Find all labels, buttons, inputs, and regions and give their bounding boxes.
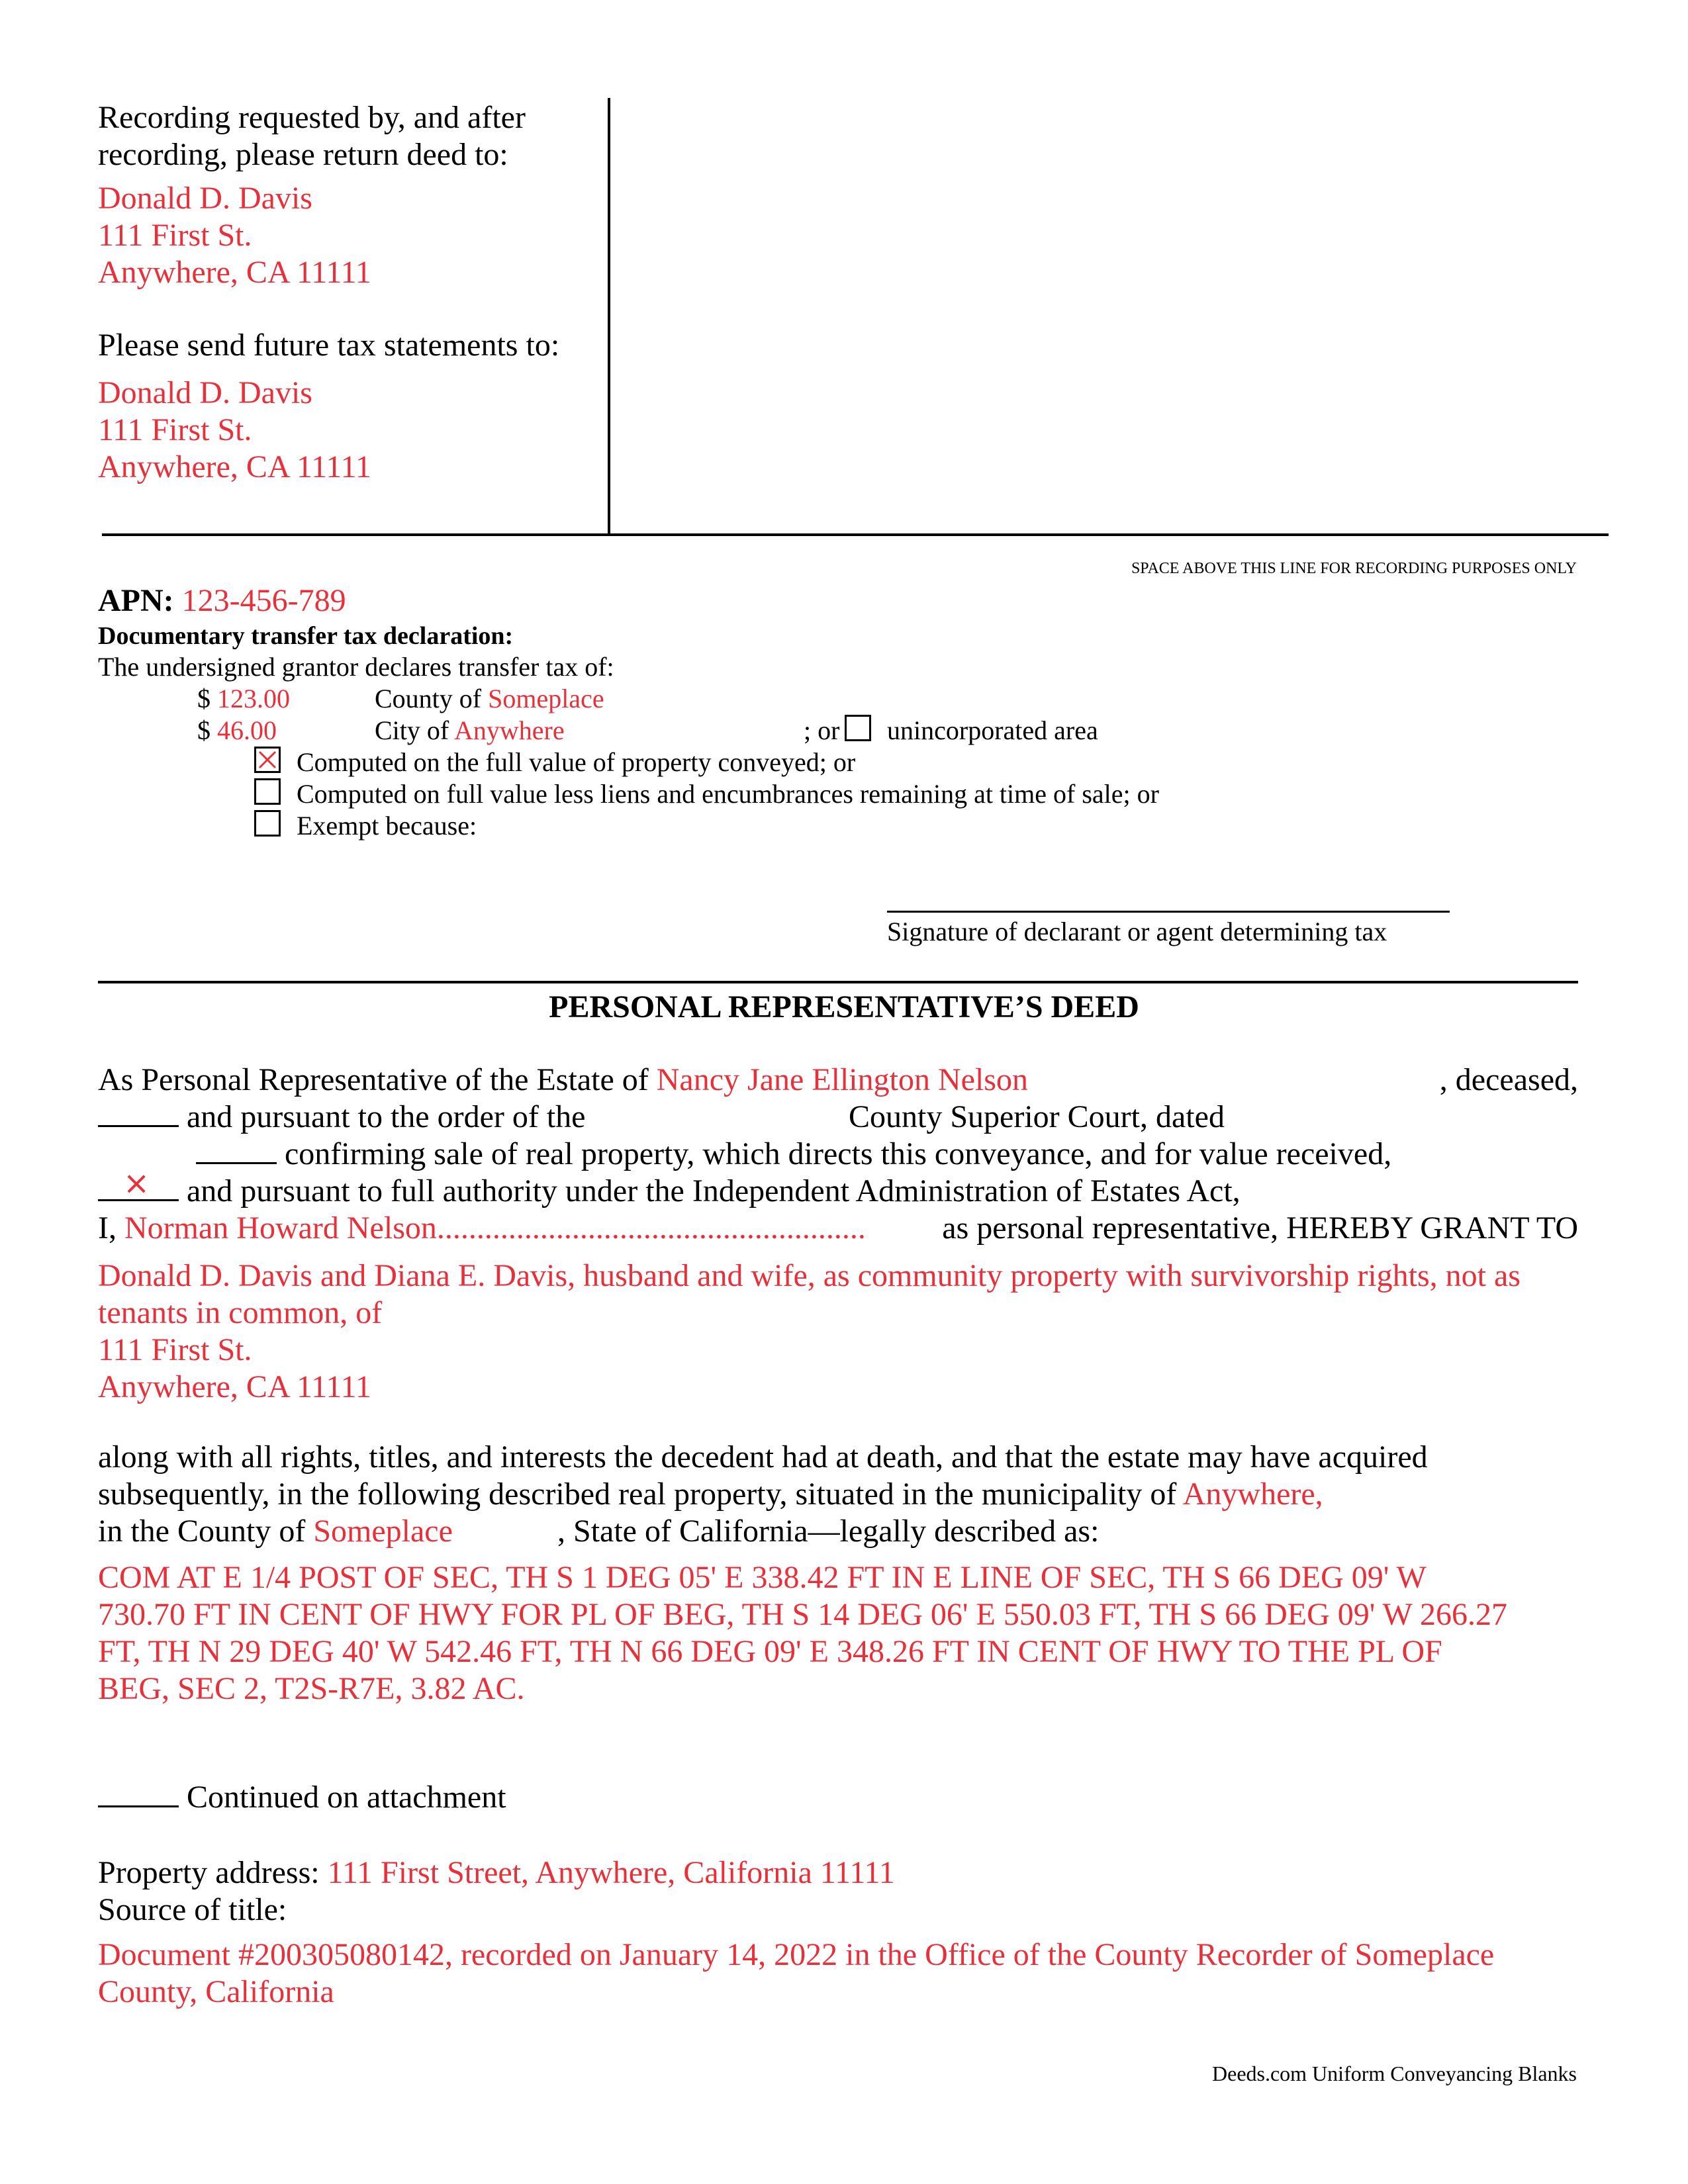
return-name: Donald D. Davis xyxy=(98,181,312,216)
option-exempt: Exempt because: xyxy=(297,811,477,841)
representative-name: Norman Howard Nelson...................................................... xyxy=(124,1210,866,1246)
continued-blank[interactable] xyxy=(98,1779,179,1807)
property-address: 111 First Street, Anywhere, California 11111 xyxy=(327,1855,895,1890)
representative-line xyxy=(98,1210,866,1247)
tax-statement-label: Please send future tax statements to: xyxy=(98,328,560,363)
rights-line-2 xyxy=(98,1476,1323,1513)
city-label: City of xyxy=(375,715,449,745)
return-city: Anywhere, CA 11111 xyxy=(98,255,371,290)
apn-value: 123-456-789 xyxy=(181,583,346,618)
source-of-title-label: Source of title: xyxy=(98,1892,287,1927)
grantee-line-1: Donald D. Davis and Diana E. Davis, husband and wife, as community property with survivorship rights, not as xyxy=(98,1258,1521,1293)
section-divider xyxy=(98,981,1578,983)
court-order-blank[interactable] xyxy=(98,1099,179,1127)
municipality: Anywhere, xyxy=(1182,1477,1323,1512)
tax-name: Donald D. Davis xyxy=(98,375,312,410)
rights-line-2-text: subsequently, in the following described real property, situated in the municipality of xyxy=(98,1477,1177,1512)
footer-text: Deeds.com Uniform Conveyancing Blanks xyxy=(1212,2062,1577,2085)
apn-line xyxy=(98,582,346,619)
property-county: Someplace xyxy=(313,1514,453,1549)
option-less-liens: Computed on full value less liens and encumbrances remaining at time of sale; or xyxy=(297,779,1159,809)
signature-label: Signature of declarant or agent determining tax xyxy=(887,917,1387,946)
option-full-value: Computed on the full value of property conveyed; or xyxy=(297,747,856,777)
grant-text: as personal representative, HEREBY GRANT TO xyxy=(942,1210,1578,1246)
legal-description-line-4: BEG, SEC 2, T2S-R7E, 3.82 AC. xyxy=(98,1671,525,1706)
source-of-title-line-1: Document #200305080142, recorded on January 14, 2022 in the Office of the County Recorder of Someplace xyxy=(98,1937,1495,1972)
authority-x-mark: × xyxy=(123,1165,150,1202)
state-suffix: , State of California—legally described as: xyxy=(557,1514,1100,1549)
confirming-blank[interactable] xyxy=(196,1136,277,1164)
return-label-2: recording, please return deed to: xyxy=(98,137,508,172)
city-dollar-sign: $ xyxy=(197,715,211,745)
estate-line xyxy=(98,1062,1028,1099)
estate-prefix: As Personal Representative of the Estate of xyxy=(98,1062,649,1097)
county-prefix: in the County of xyxy=(98,1514,306,1549)
recording-space-line xyxy=(102,533,1609,536)
tax-declaration-text: The undersigned grantor declares transfer tax of: xyxy=(98,652,614,682)
legal-description-line-1: COM AT E 1/4 POST OF SEC, TH S 1 DEG 05' E 338.42 FT IN E LINE OF SEC, TH S 66 DEG 09' W xyxy=(98,1560,1427,1595)
legal-description-line-3: FT, TH N 29 DEG 40' W 542.46 FT, TH N 66 DEG 09' E 348.26 FT IN CENT OF HWY TO THE PL OF xyxy=(98,1634,1442,1669)
court-order-line xyxy=(98,1099,585,1136)
continued-text: Continued on attachment xyxy=(187,1780,506,1815)
legal-description-line-2: 730.70 FT IN CENT OF HWY FOR PL OF BEG, TH S 14 DEG 06' E 550.03 FT, TH S 66 DEG 09' W 266.27 xyxy=(98,1597,1507,1632)
county-name: Someplace xyxy=(488,684,604,713)
return-street: 111 First St. xyxy=(98,218,252,253)
confirming-line xyxy=(196,1136,1391,1173)
tax-declaration-title: Documentary transfer tax declaration: xyxy=(98,622,514,650)
continued-line xyxy=(98,1779,506,1816)
property-address-label: Property address: xyxy=(98,1855,320,1890)
recording-note: SPACE ABOVE THIS LINE FOR RECORDING PURPOSES ONLY xyxy=(1131,560,1577,577)
tax-street: 111 First St. xyxy=(98,412,252,447)
apn-label: APN: xyxy=(98,583,174,618)
checkbox-x-icon xyxy=(256,749,279,771)
county-tax-amount: 123.00 xyxy=(217,684,290,713)
return-label-1: Recording requested by, and after xyxy=(98,100,526,135)
county-name-line xyxy=(375,683,604,715)
county-line xyxy=(98,1513,453,1550)
court-suffix: County Superior Court, dated xyxy=(849,1099,1225,1134)
authority-line xyxy=(98,1165,1241,1210)
decedent-name: Nancy Jane Ellington Nelson xyxy=(656,1062,1028,1097)
city-name-line xyxy=(375,715,565,747)
city-amount-line xyxy=(197,715,277,747)
property-address-line xyxy=(98,1854,895,1891)
unincorporated-checkbox[interactable] xyxy=(845,715,871,741)
city-tax-amount: 46.00 xyxy=(217,715,277,745)
court-order-text: and pursuant to the order of the xyxy=(187,1099,586,1134)
county-amount-line xyxy=(197,683,290,715)
city-name: Anywhere xyxy=(454,715,565,745)
full-value-checkbox[interactable] xyxy=(254,747,281,773)
grantee-street: 111 First St. xyxy=(98,1332,252,1367)
source-of-title-line-2: County, California xyxy=(98,1974,334,2009)
tax-city: Anywhere, CA 11111 xyxy=(98,449,371,484)
rights-line-1: along with all rights, titles, and interests the decedent had at death, and that the estate may have acquired xyxy=(98,1439,1428,1475)
county-label: County of xyxy=(375,684,482,713)
deceased-suffix: , deceased, xyxy=(1439,1062,1578,1097)
exempt-checkbox[interactable] xyxy=(254,810,281,837)
unincorporated-label: unincorporated area xyxy=(887,715,1098,745)
or-text: ; or xyxy=(804,715,840,745)
grantee-city: Anywhere, CA 11111 xyxy=(98,1369,371,1404)
authority-blank[interactable] xyxy=(98,1165,179,1202)
less-liens-checkbox[interactable] xyxy=(254,778,281,805)
authority-text: and pursuant to full authority under the Independent Administration of Estates Act, xyxy=(187,1173,1241,1208)
header-divider-vertical xyxy=(608,98,610,536)
deed-title: PERSONAL REPRESENTATIVE’S DEED xyxy=(549,989,1139,1024)
signature-line[interactable] xyxy=(887,911,1450,913)
county-dollar-sign: $ xyxy=(197,684,211,713)
grantee-line-2: tenants in common, of xyxy=(98,1295,383,1330)
i-label: I, xyxy=(98,1210,117,1246)
confirming-text: confirming sale of real property, which directs this conveyance, and for value received, xyxy=(285,1136,1392,1171)
